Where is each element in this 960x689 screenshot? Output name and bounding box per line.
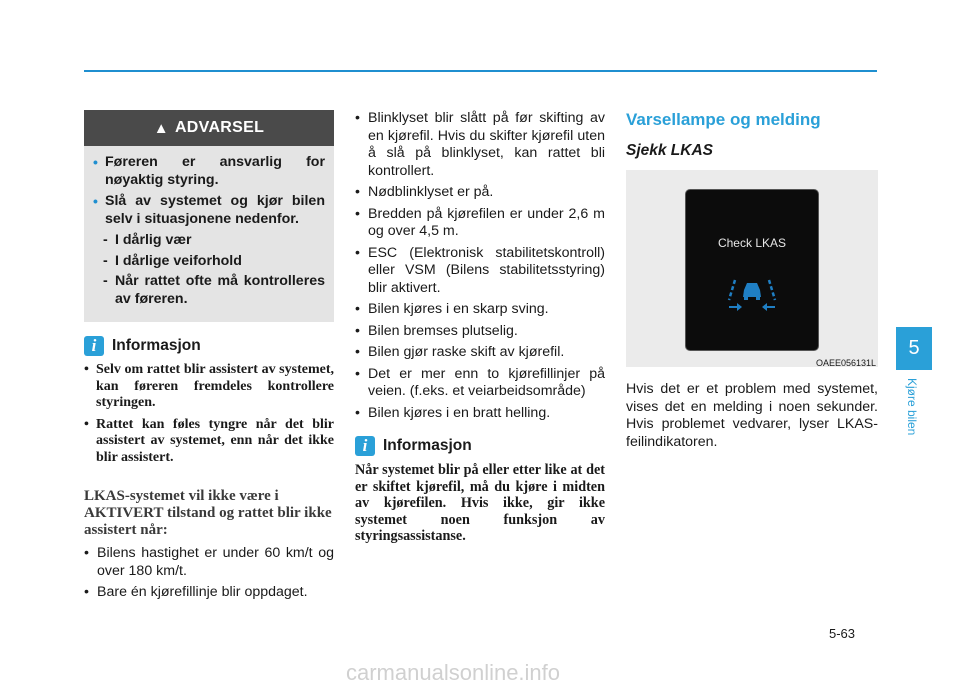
list-item-text: Bilen kjøres i en skarp sving. [368,301,549,317]
list-item: • Bredden på kjørefilen er under 2,6 m og over 4,5 m. [355,205,605,239]
warning-body [84,146,334,322]
list-item: • ESC (Elektronisk stabilitetskontroll) eller VSM (Bilens stabilitetsstyring) blir aktivert. [355,244,605,296]
list-item-text: Bredden på kjørefilen er under 2,6 m og over 4,5 m. [368,205,605,239]
list-item: • Bare én kjørefillinje blir oppdaget. [84,584,334,602]
bullet-dot: • [93,193,98,209]
list-item: • Det er mer enn to kjørefillinjer på veien. (f.eks. et veiarbeidsområde) [355,365,605,399]
warning-sub-text: I dårlige veiforhold [115,252,242,269]
chapter-label: Kjøre bilen [905,378,919,436]
list-item-text: Nødblinklyset er på. [368,184,494,200]
warning-header [84,110,334,146]
list-item: • Nødblinklyset er på. [355,184,605,202]
warning-sub-item: - I dårlige veiforhold [103,252,242,269]
warning-bullet [93,154,325,189]
list-item: • Bilen gjør raske skift av kjørefil. [355,344,605,362]
warning-sub-text: I dårlig vær [115,232,192,248]
top-rule [84,70,877,72]
cluster-display [685,189,819,351]
info-text: Når systemet blir på eller etter like at det er skiftet kjørefil, må du kjøre i midten av kjørefilen. Hvis ikke, gir ikke systemet noen funksjon av styringsassistanse. [355,462,605,544]
list-item: • Bilen kjøres i en bratt helling. [355,405,605,423]
figure-code: OAEE056131L [815,358,876,368]
section-title: Varsellampe og melding [626,110,821,129]
info-bullet: • Rattet kan føles tyngre når det blir assistert av systemet, enn når det ikke blir assistert. [84,416,334,465]
column-1 [84,110,334,606]
lkas-condition-heading: LKAS-systemet vil ikke være i AKTIVERT tilstand og rattet blir ikke assistert når: [84,488,332,538]
info-title: Informasjon [112,337,201,354]
list-item: • Bilen kjøres i en skarp sving. [355,301,605,319]
list-item: • Bilens hastighet er under 60 km/t og over 180 km/t. [84,545,334,579]
info-bullet-text: Selv om rattet blir assistert av systemet, kan føreren fremdeles kontrollere styringen. [96,362,334,410]
section-paragraph: Hvis det er et problem med systemet, vises det en melding i noen sekunder. Hvis problemet vedvarer, lyser LKAS-feilindikatoren. [626,381,878,450]
watermark: carmanualsonline.info [346,660,561,685]
list-item-text: Bilen gjør raske skift av kjørefil. [368,344,565,360]
list-item-text: Bare én kjørefillinje blir oppdaget. [97,584,308,600]
warning-sub-text: Når rattet ofte må kontrolleres av føreren. [115,273,325,307]
list-item: • Bilen bremses plutselig. [355,323,605,341]
info-icon: i [84,336,104,356]
list-item-text: Det er mer enn to kjørefillinjer på veien. (f.eks. et veiarbeidsområde) [368,365,605,399]
list-item-text: Bilen bremses plutselig. [368,322,518,339]
cluster-figure [626,170,878,367]
warning-box [84,110,334,322]
list-item-text: Bilens hastighet er under 60 km/t og over 180 km/t. [97,545,334,579]
display-message: Check LKAS [717,236,787,250]
bullet-dot: • [93,154,98,170]
page-number: 5-63 [829,626,856,641]
info-bullet-text: Rattet kan føles tyngre når det blir assistert av systemet, enn når det ikke blir assistert. [96,416,334,465]
info-header [84,336,334,356]
list-item: • Blinklyset blir slått på før skifting av en kjørefil. Hvis du skifter kjørefil uten å slå på blinklyset, kan rattet bli kontrollert. [355,110,605,179]
list-item-text: Bilen kjøres i en bratt helling. [368,404,551,421]
lane-keeping-icon [727,278,777,312]
warning-header-label: ADVARSEL [174,119,265,136]
section-subtitle: Sjekk LKAS [626,142,714,159]
chapter-tab: 5 [896,327,932,370]
warning-bullet-text: Slå av systemet og kjør bilen selv i situasjonene nedenfor. [105,193,325,227]
warning-bullet [93,193,325,228]
warning-sub-item: - Når rattet ofte må kontrolleres av føreren. [103,273,325,307]
list-item-text: Blinklyset blir slått på før skifting av en kjørefil. Hvis du skifter kjørefil uten å slå på blinklyset, kan rattet bli kontrollert. [368,110,605,179]
info-header [355,436,605,456]
column-3 [626,110,878,451]
list-item-text: ESC (Elektronisk stabilitetskontroll) eller VSM (Bilens stabilitetsstyring) blir aktivert. [368,244,605,296]
warning-bullet-text: Føreren er ansvarlig for nøyaktig styring. [105,154,325,188]
warning-triangle-icon: ▲ [153,119,169,137]
column-2 [355,110,605,545]
info-bullet: • Selv om rattet blir assistert av systemet, kan føreren fremdeles kontrollere styringen. [84,362,334,410]
info-title: Informasjon [383,437,472,454]
info-icon: i [355,436,375,456]
warning-sub-item: - I dårlig vær [103,232,192,248]
